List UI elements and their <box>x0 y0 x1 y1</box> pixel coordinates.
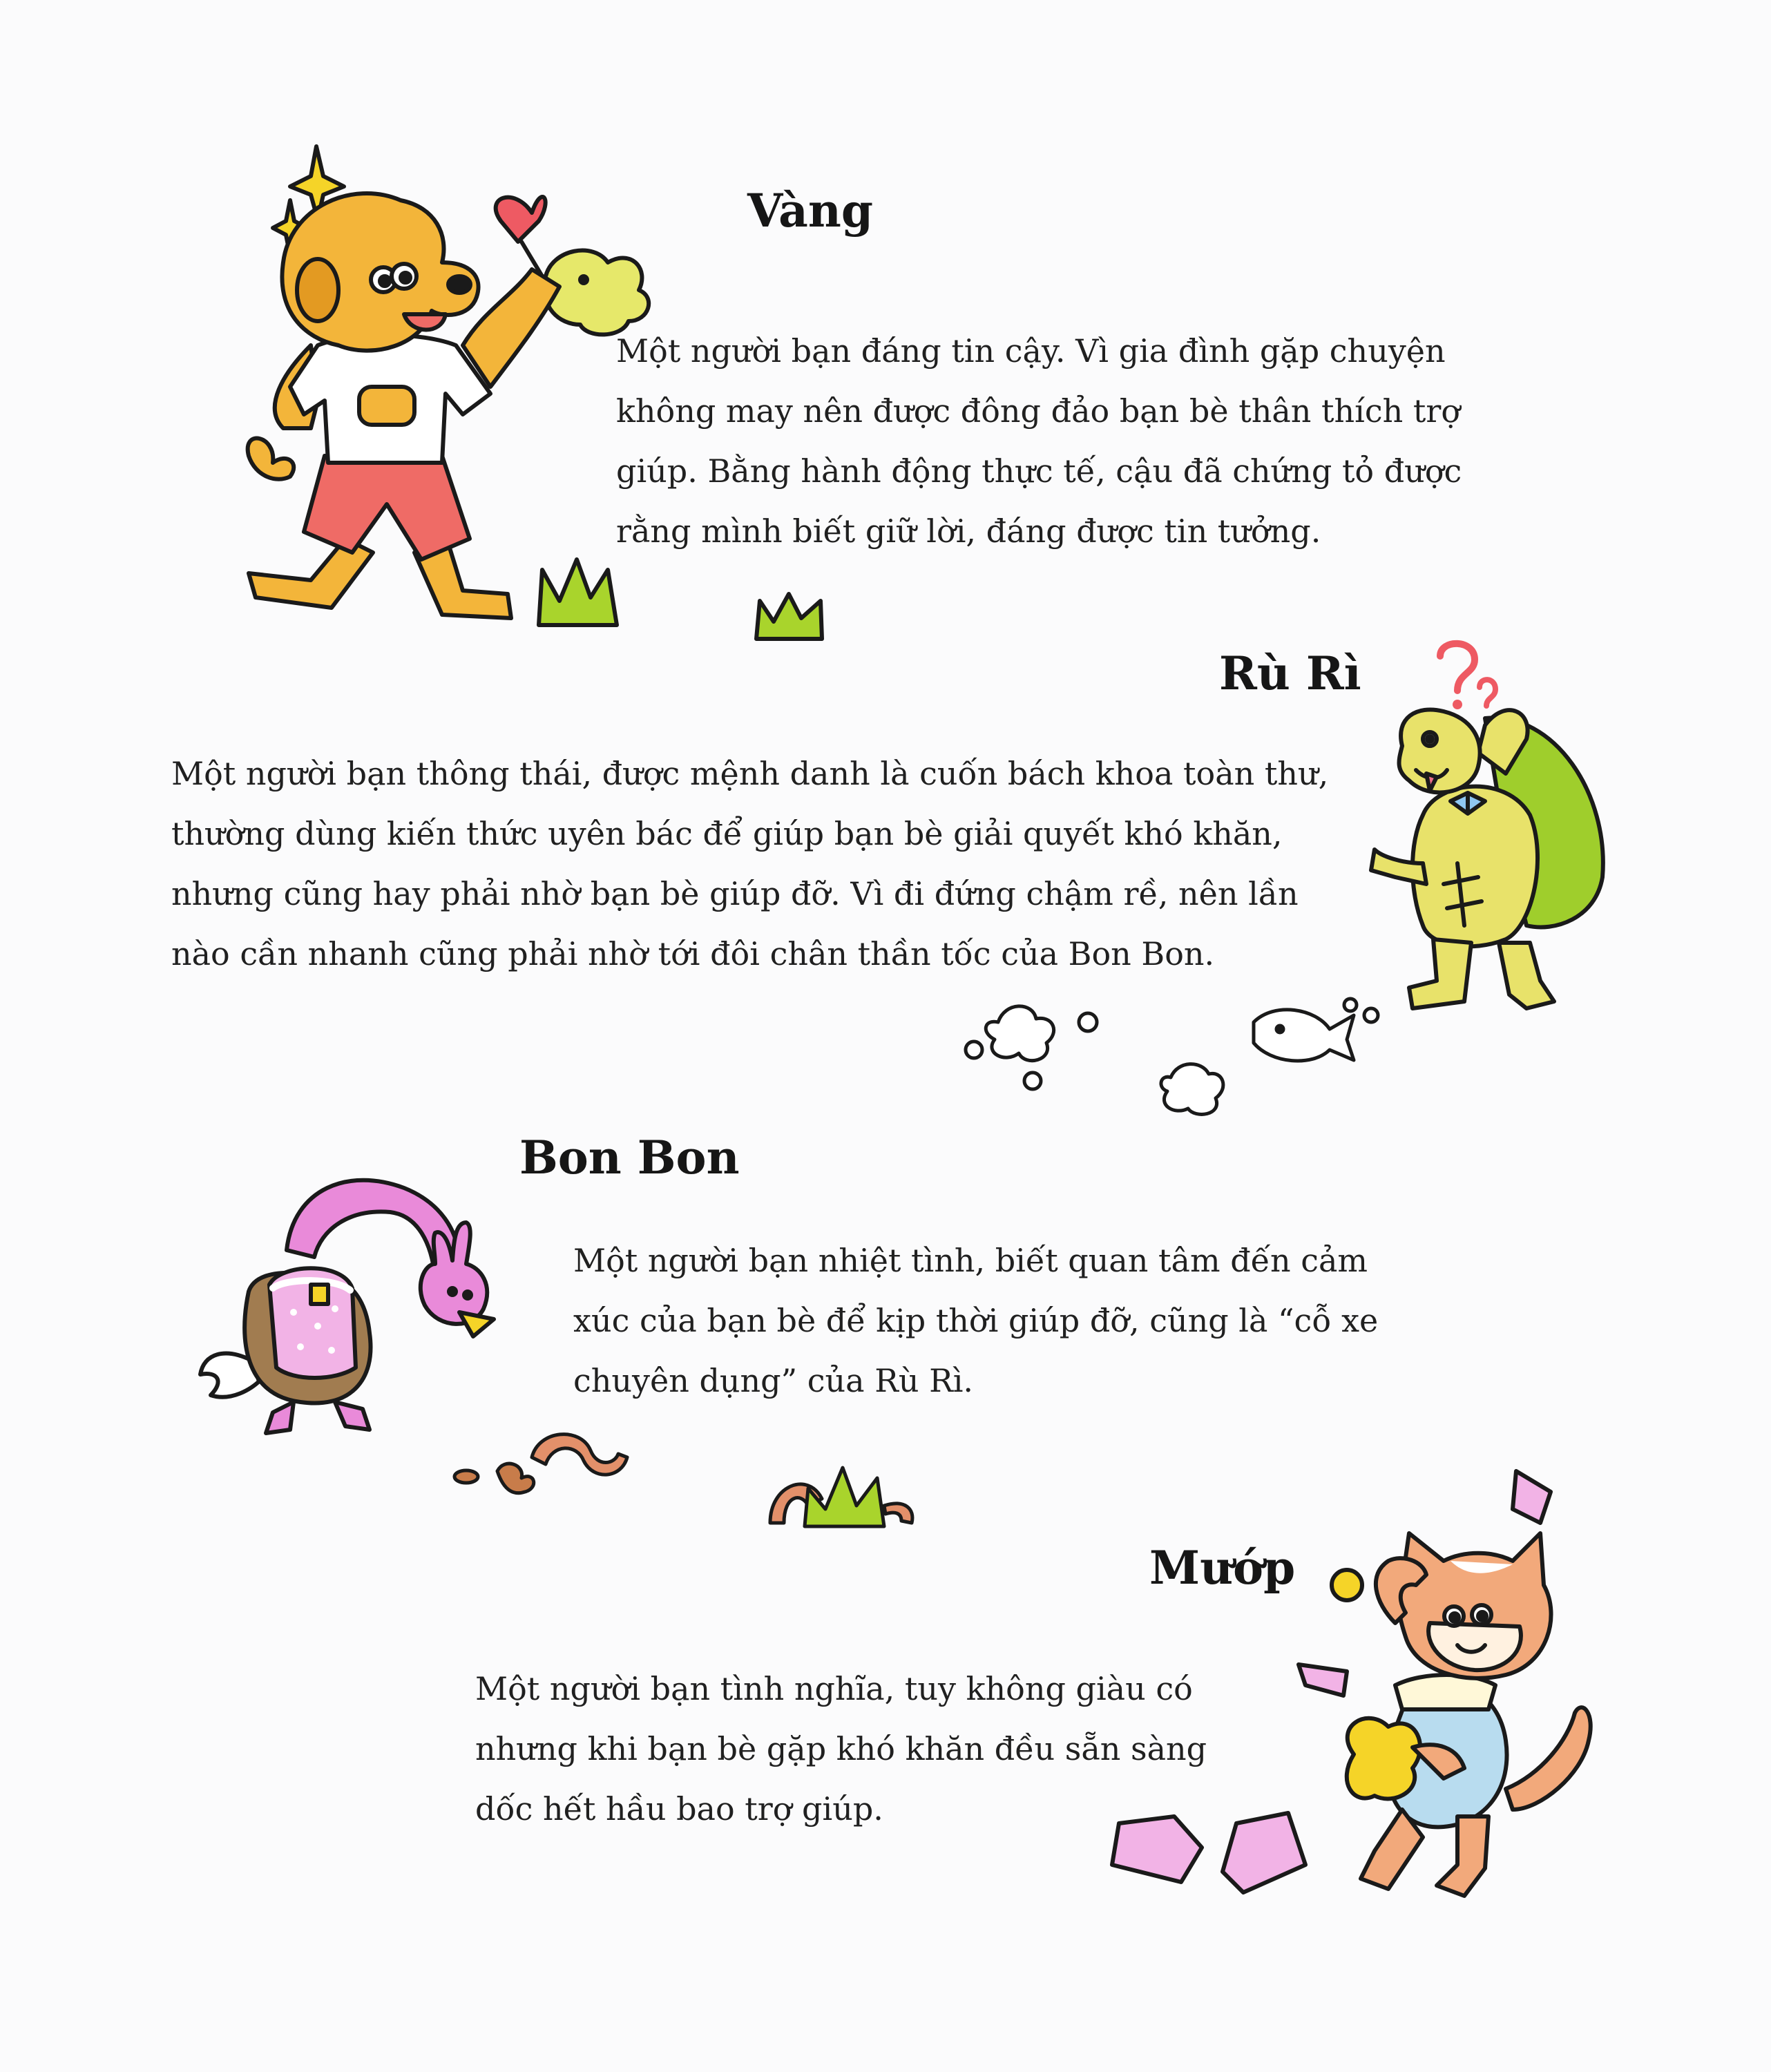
character-name-muop: Mướp <box>1149 1541 1296 1595</box>
character-description-ru-ri <box>171 744 1339 984</box>
fish-icon <box>1254 1010 1354 1061</box>
muop-cat-illustration <box>1098 1464 1637 1920</box>
description-line: rằng mình biết giữ lời, đáng được tin tưởng. <box>616 512 1321 550</box>
bon-bon-ostrich-illustration <box>197 1174 570 1437</box>
question-mark-icon <box>1480 680 1495 706</box>
banknote-icon <box>1223 1813 1305 1892</box>
banknote-icon <box>1299 1665 1347 1696</box>
description-line: Một người bạn đáng tin cậy. Vì gia đình gặp chuyện <box>616 332 1446 370</box>
character-description-bon-bon <box>573 1231 1408 1411</box>
dog-shorts <box>304 456 470 559</box>
character-name-ru-ri: Rù Rì <box>1219 646 1361 700</box>
bubbles-decoration <box>957 995 1385 1133</box>
description-line: giúp. Bằng hành động thực tế, cậu đã chứng tỏ được <box>616 452 1462 490</box>
character-name-bon-bon: Bon Bon <box>519 1131 740 1184</box>
description-line: nào cần nhanh cũng phải nhờ tới đôi chân thần tốc của Bon Bon. <box>171 935 1215 972</box>
description-line: Một người bạn tình nghĩa, tuy không giàu có <box>475 1670 1193 1707</box>
banknote-icon <box>1513 1471 1551 1523</box>
worm-decoration <box>449 1423 629 1499</box>
description-line: nhưng cũng hay phải nhờ bạn bè giúp đỡ. Vì đi đứng chậm rề, nên lần <box>171 875 1299 912</box>
bird-icon <box>544 251 649 335</box>
turtle-head <box>1399 709 1480 792</box>
description-line: không may nên được đông đảo bạn bè thân thích trợ <box>616 392 1461 430</box>
description-line: xúc của bạn bè để kịp thời giúp đỡ, cũng là “cỗ xe <box>573 1302 1379 1339</box>
character-name-vang: Vàng <box>747 184 874 238</box>
description-line: Một người bạn thông thái, được mệnh danh là cuốn bách khoa toàn thư, <box>171 755 1329 792</box>
description-line: Một người bạn nhiệt tình, biết quan tâm đến cảm <box>573 1242 1368 1279</box>
heart-icon <box>496 197 546 242</box>
question-mark-icon <box>1440 644 1475 691</box>
grass-tuft <box>535 556 625 632</box>
description-line: chuyên dụng” của Rù Rì. <box>573 1362 974 1399</box>
description-line: thường dùng kiến thức uyên bác để giúp bạn bè giải quyết khó khăn, <box>171 815 1283 852</box>
description-line: dốc hết hầu bao trợ giúp. <box>475 1790 883 1828</box>
grass-tuft <box>753 591 829 646</box>
banknote-icon <box>1112 1816 1202 1882</box>
ru-ri-turtle-illustration <box>1368 635 1630 1036</box>
character-description-vang <box>616 321 1522 562</box>
grass-tuft <box>767 1457 926 1533</box>
coin-bag-icon <box>1347 1718 1420 1799</box>
description-line: nhưng khi bạn bè gặp khó khăn đều sẵn sàng <box>475 1730 1207 1767</box>
vang-dog-illustration <box>235 138 705 635</box>
coin-icon <box>1332 1570 1362 1600</box>
